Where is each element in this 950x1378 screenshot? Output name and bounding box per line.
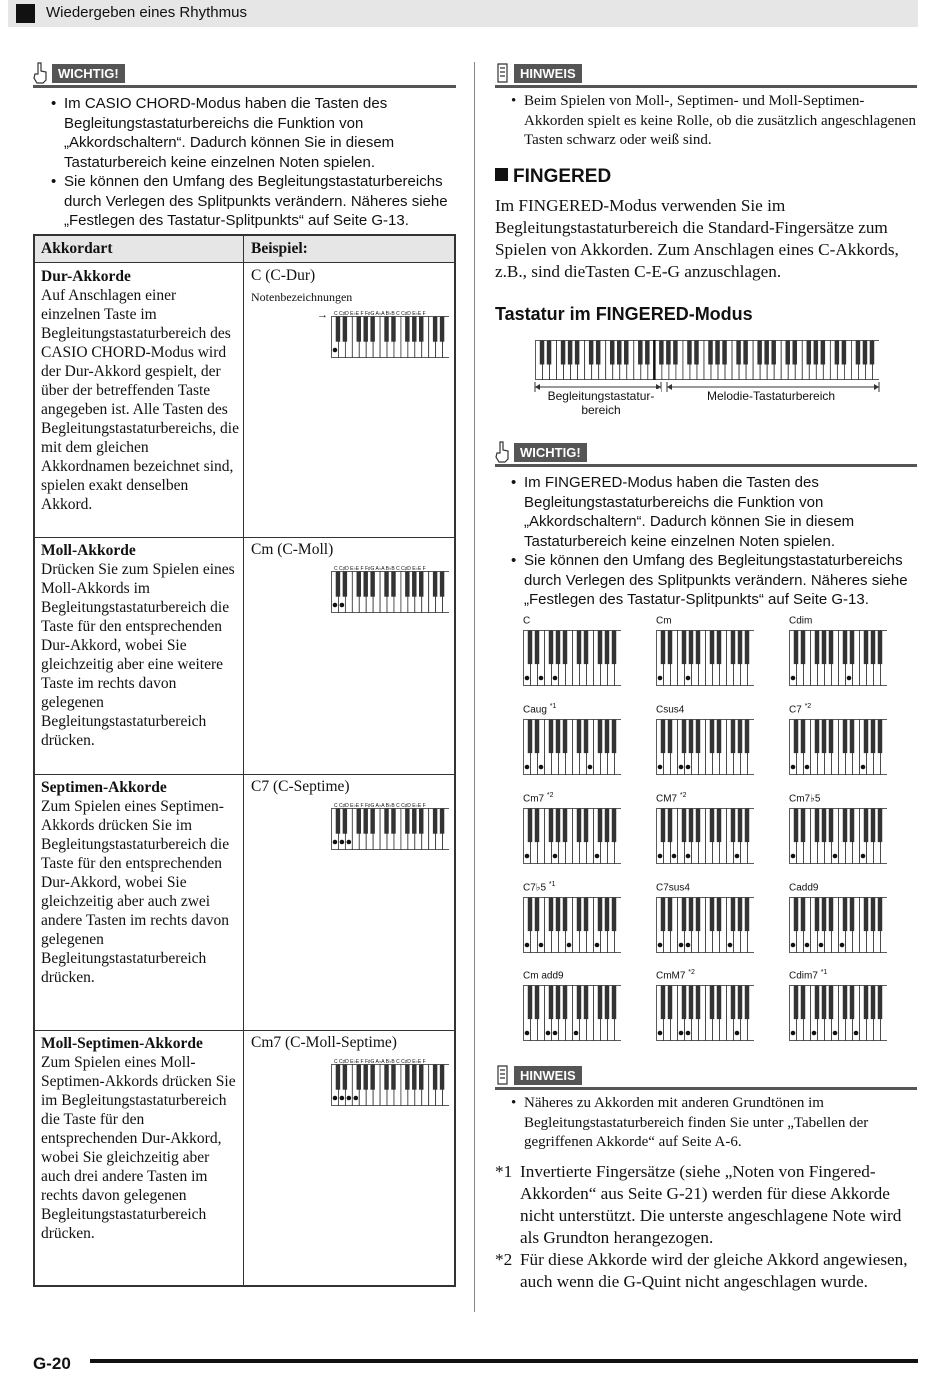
table-row	[41, 541, 239, 750]
notice-label: WICHTIG!	[52, 64, 125, 83]
header-square	[16, 4, 35, 23]
pointing-hand-icon	[33, 62, 48, 84]
chord-footnote-mark: *1	[549, 703, 557, 710]
note-names: C C♯D E♭E F F♯G A♭A B♭B C C♯D E♭E F	[334, 566, 426, 572]
chord-name: CmM7	[656, 970, 686, 982]
chord-keyboard	[789, 808, 887, 864]
melody-range-label: Melodie-Tastaturbereich	[704, 389, 838, 403]
row-text: Zum Spielen eines Moll-Septimen-Akkords drücken Sie im Begleitungstastaturbereich die Taste für den entsprechenden Dur-Akkord, wobei Sie gleichzeitig aber auch drei andere Tasten im rechts davon gelegenen Begleitungstastaturbereich drücken.	[41, 1054, 236, 1242]
full-keyboard-diagram	[535, 340, 879, 380]
chord-name: Cm add9	[523, 970, 564, 982]
footnote-mark: *2	[495, 1250, 513, 1269]
table-row	[41, 1034, 239, 1243]
chord-label	[656, 614, 672, 626]
list-item: • Im FINGERED-Modus haben die Tasten des Begleitungstastaturbereichs die Funktion von „Akkordschaltern“. Dadurch können Sie in diesem Tastaturbereich keine einzelnen Noten spielen.	[507, 473, 917, 551]
footnote-mark: *1	[495, 1162, 513, 1181]
keyboard-diagram	[331, 1064, 449, 1106]
chord-keyboard	[523, 808, 621, 864]
footnote	[495, 1249, 919, 1293]
chord-name: Cm7♭5	[789, 793, 821, 805]
section-heading	[495, 166, 611, 188]
list-item: • Näheres zu Akkorden mit anderen Grundtönen im Begleitungstastaturbereich finden Sie unter „Tabellen der gegriffenen Akkorde“ auf Seite A-6.	[507, 1094, 917, 1153]
table-header	[35, 236, 454, 263]
chord-label	[789, 881, 818, 893]
row-title: Septimen-Akkorde	[41, 779, 167, 796]
notice-label: WICHTIG!	[514, 443, 587, 462]
chord-keyboard	[656, 985, 754, 1041]
chord-footnote-mark: *2	[804, 703, 812, 710]
chord-label	[523, 881, 555, 893]
row-example: C (C-Dur)	[251, 267, 316, 284]
row-title: Moll-Septimen-Akkorde	[41, 1035, 203, 1052]
chord-label	[789, 614, 812, 626]
list-item: • Sie können den Umfang des Begleitungstastaturbereichs durch Verlegen des Splitpunkts verändern. Näheres siehe „Festlegen des Tastatur-Splitpunkts“ auf Seite G-13.	[47, 172, 456, 231]
chord-keyboard	[789, 897, 887, 953]
row-text: Auf Anschlagen einer einzelnen Taste im Begleitungstastaturbereich des CASIO CHORD-Modus wird der Dur-Akkord gespielt, der über der betreffenden Taste angegeben ist. Alle Tasten des Begleitungstastaturbereichs, die mit dem gleichen Akkordnamen bezeichnet sind, spielen exakt denselben Akkord.	[41, 287, 239, 513]
row-title: Dur-Akkorde	[41, 268, 131, 285]
chord-name: CM7	[656, 793, 678, 805]
list-item: • Im CASIO CHORD-Modus haben die Tasten des Begleitungstastaturbereichs die Funktion von „Akkordschaltern“. Dadurch können Sie in diesem Tastaturbereich keine einzelnen Noten spielen.	[47, 94, 456, 172]
page-header	[8, 0, 918, 27]
chord-name: C	[523, 615, 531, 627]
notice-left	[33, 62, 456, 231]
accomp-range-label: Begleitungstastatur- bereich	[541, 389, 661, 417]
list-item: • Beim Spielen von Moll-, Septimen- und Moll-Septimen-Akkorden spielt es keine Rolle, ob die zusätzlich angeschlagenen Tasten schwarz oder weiß sind.	[507, 92, 917, 151]
footnote	[495, 1161, 919, 1249]
page-number: G-20	[33, 1354, 71, 1373]
row-text: Drücken Sie zum Spielen eines Moll-Akkords im Begleitungstastaturbereich die Taste für den entsprechenden Dur-Akkord, wobei Sie gleichzeitig aber eine weitere Taste im rechts davon gelegenen Begleitungstastaturbereich drücken.	[41, 561, 235, 749]
chord-keyboard	[523, 897, 621, 953]
chord-name: Csus4	[656, 704, 685, 716]
chord-name: C7♭5	[523, 882, 547, 894]
column-divider	[474, 62, 475, 1312]
section-text: Im FINGERED-Modus verwenden Sie im Begleitungstastaturbereich die Standard-Fingersätze zum Spielen von Akkorden. Zum Anschlagen eines C-Akkords, z.B., sind dieTasten C-E-G anzuschlagen.	[495, 196, 899, 281]
hint-rule	[495, 85, 917, 88]
col-header-type: Akkordart	[41, 240, 113, 257]
row-title: Moll-Akkorde	[41, 542, 136, 559]
hint-label: HINWEIS	[514, 64, 582, 83]
chord-label	[523, 703, 556, 715]
chord-label	[523, 792, 554, 804]
row-text: Zum Spielen eines Septimen-Akkords drücken Sie im Begleitungstastaturbereich die Taste für den entsprechenden Dur-Akkord, wobei Sie gleichzeitig aber auch zwei andere Tasten im rechts davon gelegenen Begleitungstastaturbereich drücken.	[41, 798, 230, 986]
chord-keyboard	[523, 630, 621, 686]
chord-name: Cdim7	[789, 970, 818, 982]
chord-keyboard	[789, 630, 887, 686]
chord-label	[656, 969, 695, 981]
row-example: Cm (C-Moll)	[251, 541, 334, 558]
chord-label	[789, 792, 820, 804]
notice-list	[495, 473, 917, 610]
chord-label	[523, 614, 530, 626]
footnotes	[495, 1161, 919, 1293]
chord-footnote-mark: *2	[546, 792, 554, 799]
chord-label	[789, 703, 811, 715]
hint-label: HINWEIS	[514, 1066, 582, 1085]
chord-keyboard	[789, 719, 887, 775]
chord-keyboard	[656, 808, 754, 864]
hint-list	[495, 1094, 917, 1153]
pointing-hand-icon	[495, 441, 510, 463]
col-header-example: Beispiel:	[251, 240, 308, 257]
note-names: C C♯D E♭E F F♯G A♭A B♭B C C♯D E♭E F	[334, 803, 426, 809]
table-row	[41, 778, 239, 987]
chord-label	[789, 969, 827, 981]
hint-list	[495, 92, 917, 151]
note-hand-icon	[495, 62, 510, 84]
row-example: Cm7 (C-Moll-Septime)	[251, 1034, 397, 1051]
notice-rule	[495, 464, 917, 467]
chord-label	[656, 792, 687, 804]
chord-name: C7sus4	[656, 882, 690, 894]
chord-keyboard	[523, 985, 621, 1041]
chord-label	[523, 969, 564, 981]
chord-name: Cadd9	[789, 882, 819, 894]
chord-label	[656, 703, 684, 715]
list-item: • Sie können den Umfang des Begleitungstastaturbereichs durch Verlegen des Splitpunkts verändern. Näheres siehe „Festlegen des Tastatur-Splitpunkts“ auf Seite G-13.	[507, 551, 917, 610]
note-names: C C♯D E♭E F F♯G A♭A B♭B C C♯D E♭E F	[334, 1059, 426, 1065]
keyboard-heading: Tastatur im FINGERED-Modus	[495, 304, 753, 324]
section-title: FINGERED	[513, 166, 612, 187]
section-square-icon	[495, 168, 508, 181]
chord-footnote-mark: *2	[688, 969, 695, 976]
chord-name: Cm	[656, 615, 672, 627]
chord-keyboard	[656, 897, 754, 953]
keyboard-diagram	[331, 571, 449, 613]
chord-label	[656, 881, 690, 893]
chord-name: C7	[789, 704, 802, 716]
chord-footnote-mark: *2	[679, 792, 687, 799]
table-row	[41, 267, 239, 514]
footer-rule	[90, 1359, 918, 1363]
chord-keyboard	[523, 719, 621, 775]
notes-caption: Notenbezeichnungen	[251, 290, 353, 304]
keyboard-diagram	[331, 316, 449, 358]
notice-list	[33, 94, 456, 231]
chord-name: Caug	[523, 704, 547, 716]
hint-top	[495, 62, 917, 151]
chord-name: Cm7	[523, 793, 545, 805]
row-example: C7 (C-Septime)	[251, 778, 350, 795]
chord-keyboard	[789, 985, 887, 1041]
chord-name: Cdim	[789, 615, 813, 627]
footnote-text: Invertierte Fingersätze (siehe „Noten von Fingered-Akkorden“ aus Seite G-21) werden für diese Akkorde nicht unterstützt. Die unterste angeschlagene Note wird als Grundton herangezogen.	[520, 1162, 902, 1247]
hint-rule	[495, 1087, 917, 1090]
note-hand-icon	[495, 1064, 510, 1086]
chord-footnote-mark: *1	[548, 881, 556, 888]
header-title: Wiedergeben eines Rhythmus	[46, 4, 247, 21]
notice-rule	[33, 85, 456, 88]
arrow-icon: →	[317, 309, 328, 321]
notice-right	[495, 441, 917, 610]
chord-keyboard	[656, 630, 754, 686]
footnote-text: Für diese Akkorde wird der gleiche Akkord angewiesen, auch wenn die G-Quint nicht angeschlagen wurde.	[520, 1250, 908, 1291]
chord-type-table	[33, 234, 456, 1287]
hint-bottom	[495, 1064, 917, 1153]
keyboard-diagram	[331, 808, 449, 850]
chord-keyboard	[656, 719, 754, 775]
chord-footnote-mark: *1	[820, 969, 828, 976]
note-names: C C♯D E♭E F F♯G A♭A B♭B C C♯D E♭E F	[334, 311, 426, 317]
